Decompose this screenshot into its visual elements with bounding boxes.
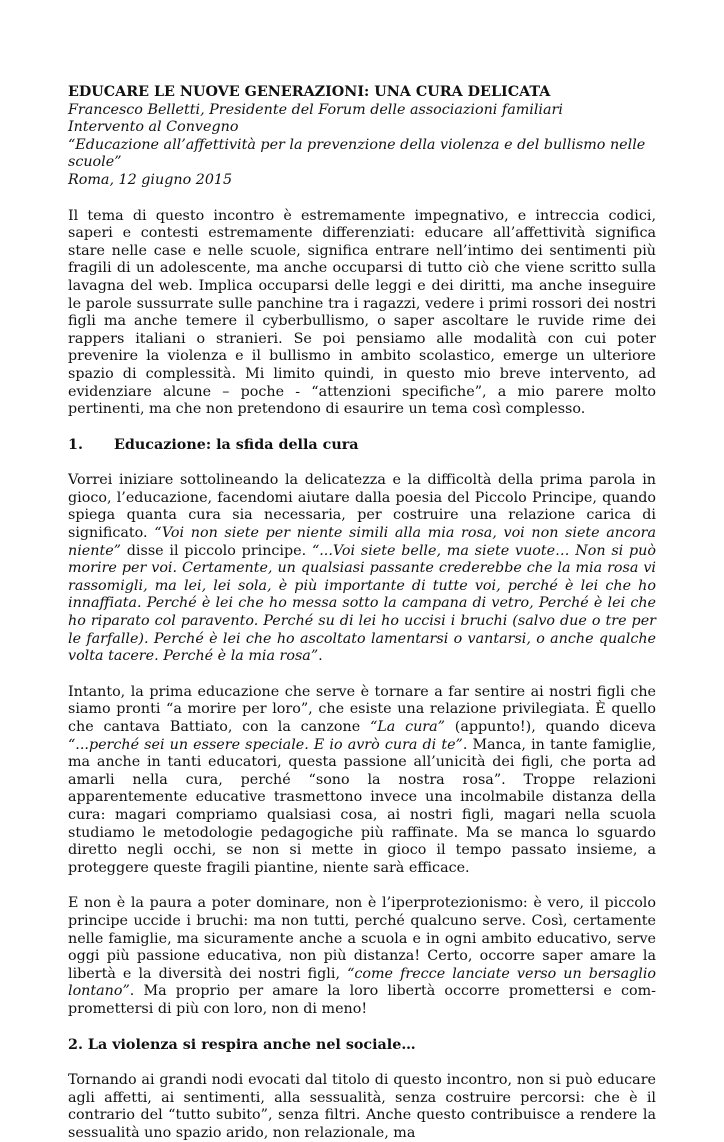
place-date: Roma, 12 giugno 2015 xyxy=(68,171,233,188)
document-title: EDUCARE LE NUOVE GENERAZIONI: UNA CURA DELICATA xyxy=(68,84,551,100)
frecce-quote: “come frecce lanciate verso un bersaglio lontano” xyxy=(68,965,656,1000)
section-2-heading: 2. La violenza si respira anche nel sociale… xyxy=(68,1036,416,1053)
rosa-quote: “Voi non siete per niente simili alla mia rosa, voi non siete ancora niente” xyxy=(68,525,656,559)
section-1-paragraph-3 xyxy=(68,895,656,1018)
paragraph-text: Vorrei iniziare sottolineando la delicatezza e la difficoltà della prima parola in gioco, l’educazione, facendomi aiutare dalla poesia del Piccolo Principe, quando spiega quanta cura sia necessaria, per costruire una relazione carica di significato. xyxy=(68,472,656,542)
section-2-paragraph-1: Tornando ai grandi nodi evocati dal titolo di questo incontro, non si può educare agli affetti, ai sentimenti, alla sessualità, senza costruire percorsi: che è il contrario del “tutto subito”, senza filtri. Anche questo contribuisce a rendere la sessualità uno spazio arido, non relazionale, ma xyxy=(68,1072,656,1141)
petit-prince-quote: “...Voi siete belle, ma siete vuote… Non si può morire per voi. Certamente, un qualsiasi passante crederebbe che la mia rosa vi rassomigli, ma lei, lei sola, è più importante di tutte voi, perché è lei che ho innaffiata. Perché è lei che ho messa sotto la campana di vetro, Perché è lei che ho riparato col paravento. Perché su di lei ho uccisi i bruchi (salvo due o tre per le farfalle). Perché è lei che ho ascoltato lamentarsi o vantarsi, o anche qualche volta tacere. Perché è la mia rosa” xyxy=(68,542,656,665)
document-header xyxy=(68,84,656,190)
section-1-paragraph-2 xyxy=(68,684,656,878)
paragraph-text: Intanto, la prima educazione che serve è tornare a far sentire ai nostri figli che siamo pronti “a morire per loro”, che esiste una relazione privilegiata. È quello che cantava Battiato, con la canzone xyxy=(68,683,656,735)
section-1-heading xyxy=(68,437,656,455)
paragraph-text: . Manca, in tante famiglie, ma anche in tanti educatori, questa passione all’unicità dei figli, che porta ad amarli nella cura, perché “sono la nostra rosa”. Troppe relazioni apparentemente educative trasmettono invece una incolmabile distanza della cura: magari compriamo qualsiasi cosa, ai nostri figli, magari nella scuola studiamo le metodologie pedagogiche più raffinate. Ma se manca lo sguardo diretto negli occhi, se non si mette in gioco il tempo passato insieme, a proteggere queste fragili piantine, niente sarà efficace. xyxy=(68,736,656,876)
event-line: Intervento al Convegno xyxy=(68,119,239,136)
paragraph-text: . xyxy=(318,648,323,665)
section-1-number: 1. xyxy=(68,436,83,453)
paragraph-text: disse il piccolo principe. xyxy=(120,542,312,559)
paragraph-text: . Ma proprio per amare la loro libertà occorre promettersi e com-promettersi di più con loro, non di meno! xyxy=(68,983,656,1017)
section-1-paragraph-1 xyxy=(68,472,656,666)
song-quote: “...perché sei un essere speciale. E io avrò cura di te” xyxy=(68,736,463,753)
document-page xyxy=(68,84,656,1142)
conference-title: “Educazione all’affettività per la prevenzione della violenza e del bullismo nelle scuole” xyxy=(68,136,646,171)
paragraph-text: E non è la paura a poter dominare, non è l’iperprotezionismo: è vero, il piccolo principe uccide i bruchi: ma non tutti, perché qualcuno serve. Così, certamente nelle famiglie, ma sicuramente anche a scuola e in ogni ambito educativo, serve oggi più passione educativa, non più distanza! Certo, occorre saper amare la libertà e la diversità dei nostri figli, xyxy=(68,895,656,982)
document-body xyxy=(68,208,656,1142)
section-1-title: Educazione: la sfida della cura xyxy=(114,436,359,453)
author-line: Francesco Belletti, Presidente del Forum delle associazioni familiari xyxy=(68,101,563,118)
intro-paragraph: Il tema di questo incontro è estremamente impegnativo, e intreccia codici, saperi e contesti estremamente differenziati: educare all’affettività significa stare nelle case e nelle scuole, significa entrare nell’intimo dei sentimenti più fragili di un adolescente, ma anche occuparsi di tutto ciò che viene scritto sulla lavagna del web. Implica occuparsi delle leggi e dei diritti, ma anche inseguire le parole sussurrate sulle panchine tra i ragazzi, vedere i primi rossori dei nostri figli ma anche temere il cyberbullismo, o saper ascoltare le ruvide rime dei rappers italiani o stranieri. Se poi pensiamo alle modalità con cui poter prevenire la violenza e il bullismo in ambito scolastico, emerge un ulteriore spazio di complessità. Mi limito quindi, in questo mio breve intervento, ad evidenziare alcune – poche - “attenzioni specifiche”, a mio parere molto pertinenti, ma che non pretendono di esaurire un tema così complesso. xyxy=(68,207,656,418)
song-title: “La cura” xyxy=(369,719,445,735)
paragraph-text: (appunto!), quando diceva xyxy=(444,719,657,735)
